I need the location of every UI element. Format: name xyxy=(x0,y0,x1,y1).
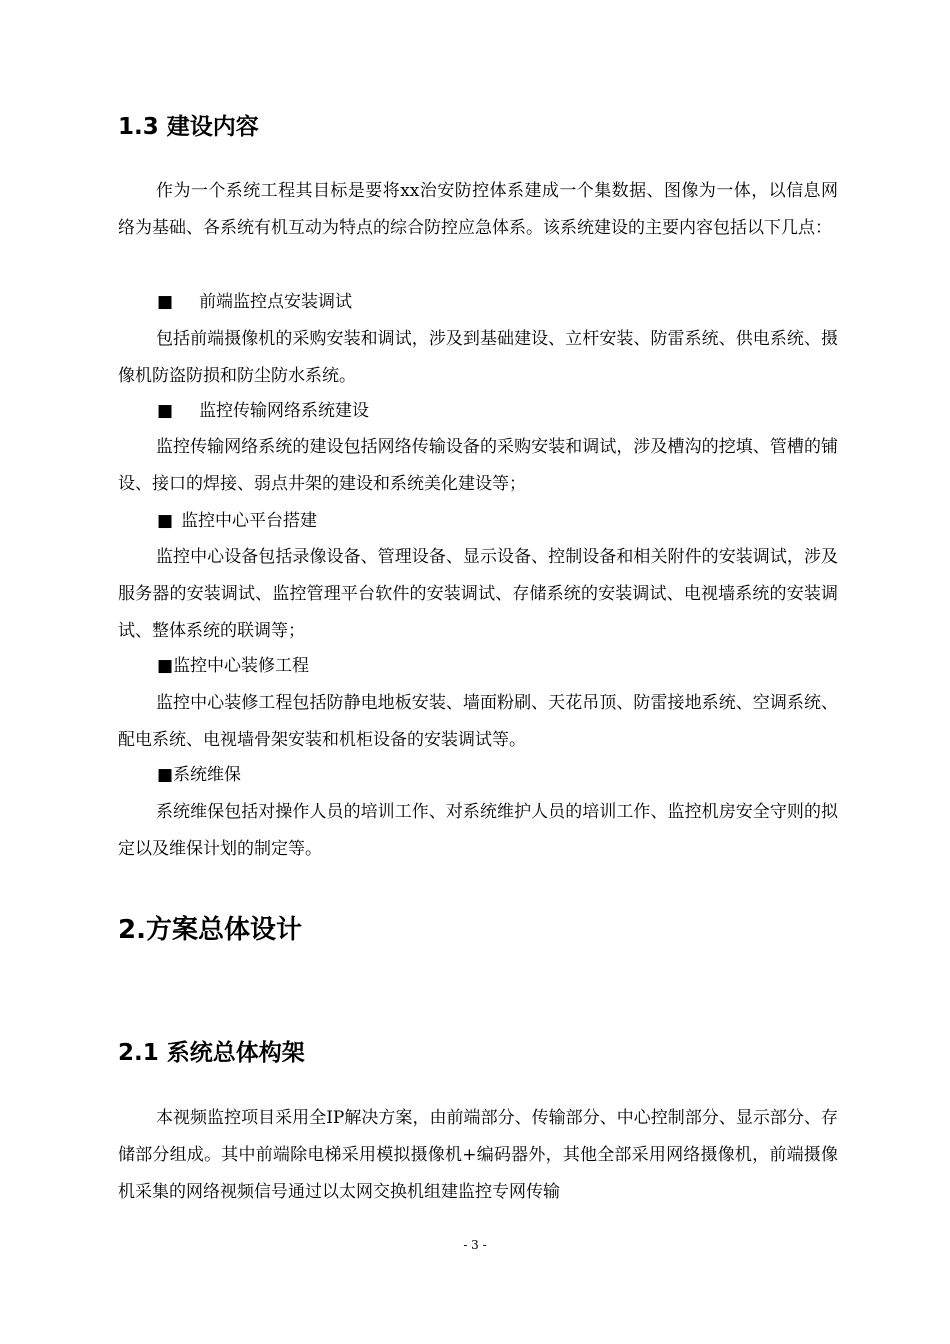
bullet-square-icon: ■ xyxy=(157,401,174,421)
list-item-title xyxy=(157,757,241,794)
item-description: 监控中心设备包括录像设备、管理设备、显示设备、控制设备和相关附件的安装调试，涉及服务器的安装调试、监控管理平台软件的安装调试、存储系统的安装调试、电视墙系统的安装调试、整体系统的联调等； xyxy=(118,547,838,641)
item-description: 监控传输网络系统的建设包括网络传输设备的采购安装和调试，涉及槽沟的挖填、管槽的铺设、接口的焊接、弱点井架的建设和系统美化建设等； xyxy=(118,437,838,494)
bullet-square-icon: ■ xyxy=(157,765,174,785)
body-paragraph: 本视频监控项目采用全IP解决方案，由前端部分、传输部分、中心控制部分、显示部分、存储部分组成。其中前端除电梯采用模拟摄像机+编码器外，其他全部采用网络摄像机，前端摄像机采集的网络视频信号通过以太网交换机组建监控专网传输 xyxy=(118,1108,838,1202)
bullet-square-icon: ■ xyxy=(157,292,174,312)
section-heading-1-3: 1.3 建设内容 xyxy=(118,114,259,140)
list-item-title xyxy=(157,393,369,430)
section-heading-2: 2.方案总体设计 xyxy=(118,915,302,945)
list-item-title xyxy=(157,503,317,540)
item-title: 监控传输网络系统建设 xyxy=(199,401,370,421)
item-title: 系统维保 xyxy=(173,765,242,785)
list-item-title xyxy=(157,648,309,685)
item-description: 监控中心装修工程包括防静电地板安装、墙面粉刷、天花吊顶、防雷接地系统、空调系统、配电系统、电视墙骨架安装和机柜设备的安装调试等。 xyxy=(118,693,838,750)
item-title: 前端监控点安装调试 xyxy=(199,292,353,312)
section-heading-2-1: 2.1 系统总体构架 xyxy=(118,1040,305,1066)
page-number: - 3 - xyxy=(463,1238,487,1252)
item-description: 系统维保包括对操作人员的培训工作、对系统维护人员的培训工作、监控机房安全守则的拟定以及维保计划的制定等。 xyxy=(118,802,838,859)
bullet-square-icon: ■ xyxy=(157,511,174,531)
item-title: 监控中心平台搭建 xyxy=(181,511,318,531)
bullet-square-icon: ■ xyxy=(157,656,174,676)
item-title: 监控中心装修工程 xyxy=(173,656,310,676)
intro-paragraph: 作为一个系统工程其目标是要将xx治安防控体系建成一个集数据、图像为一体，以信息网络为基础、各系统有机互动为特点的综合防控应急体系。该系统建设的主要内容包括以下几点： xyxy=(118,181,838,238)
list-item-title xyxy=(157,284,352,321)
item-description: 包括前端摄像机的采购安装和调试，涉及到基础建设、立杆安装、防雷系统、供电系统、摄像机防盗防损和防尘防水系统。 xyxy=(118,329,838,386)
